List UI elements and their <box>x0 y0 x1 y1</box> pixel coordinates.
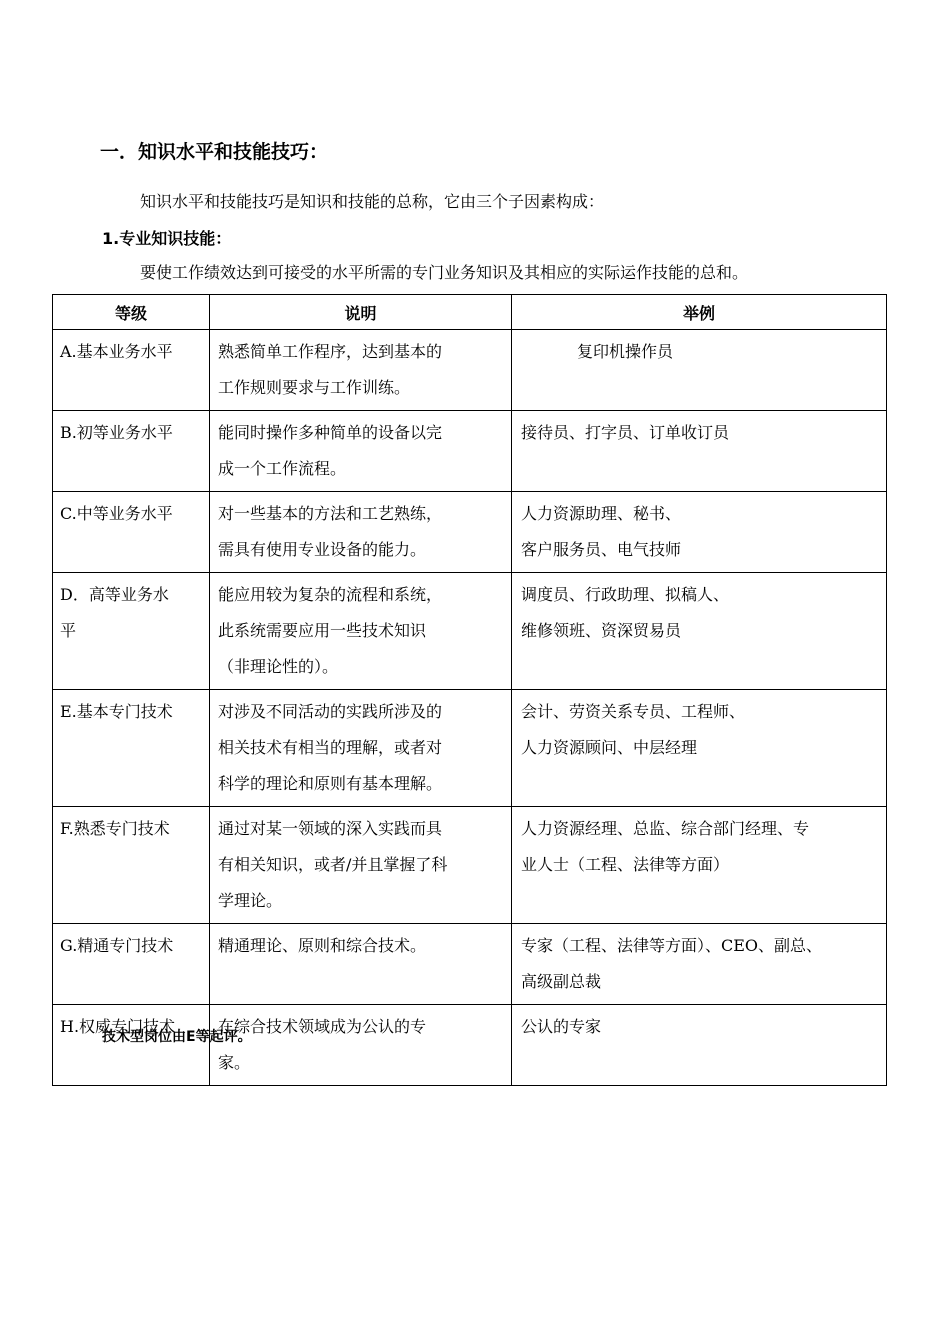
examples-line: 专家（工程、法律等方面）、CEO、副总、 <box>521 936 823 955</box>
grade-cell <box>53 690 209 734</box>
grade-cell <box>53 807 209 851</box>
description-cell <box>210 924 511 968</box>
description-line: （非理论性的）。 <box>218 657 339 676</box>
grade-line: B.初等业务水平 <box>60 423 173 442</box>
examples-line: 接待员、打字员、订单收订员 <box>521 423 730 442</box>
grade-cell <box>53 330 209 374</box>
table-row <box>53 330 887 411</box>
description-line: 工作规则要求与工作训练。 <box>218 378 411 397</box>
description-cell <box>210 330 511 410</box>
table-row <box>53 924 887 1005</box>
description-line: 学理论。 <box>218 891 283 910</box>
description-line: 此系统需要应用一些技术知识 <box>218 621 427 640</box>
description-cell <box>210 807 511 923</box>
description-line: 能同时操作多种简单的设备以完 <box>218 423 443 442</box>
description-line: 能应用较为复杂的流程和系统， <box>218 585 443 604</box>
examples-line: 高级副总裁 <box>521 972 602 991</box>
description-cell <box>210 573 511 689</box>
examples-cell <box>512 924 886 1004</box>
table-row <box>53 573 887 690</box>
footnote: 技术型岗位由E等起评。 <box>102 1029 252 1045</box>
description-cell <box>210 492 511 572</box>
examples-line: 维修领班、资深贸易员 <box>521 621 682 640</box>
grade-line: F.熟悉专门技术 <box>60 819 170 838</box>
description-cell <box>210 1005 511 1085</box>
examples-line: 公认的专家 <box>521 1017 602 1036</box>
examples-cell <box>512 411 886 455</box>
grade-line: 平 <box>60 621 77 640</box>
table-row <box>53 690 887 807</box>
grade-cell <box>53 573 209 653</box>
section-heading: 一．知识水平和技能技巧： <box>100 141 329 163</box>
description-line: 在综合技术领域成为公认的专 <box>218 1017 427 1036</box>
examples-line: 客户服务员、电气技师 <box>521 540 682 559</box>
examples-line: 会计、劳资关系专员、工程师、 <box>521 702 746 721</box>
examples-cell <box>512 573 886 653</box>
description-line: 科学的理论和原则有基本理解。 <box>218 774 443 793</box>
description-line: 对涉及不同活动的实践所涉及的 <box>218 702 443 721</box>
grade-cell <box>53 492 209 536</box>
examples-cell <box>512 1005 886 1049</box>
examples-line: 人力资源经理、总监、综合部门经理、专 <box>521 819 810 838</box>
header-grade: 等级 <box>53 295 210 330</box>
examples-cell <box>512 330 886 374</box>
description-line: 通过对某一领域的深入实践而具 <box>218 819 443 838</box>
examples-cell <box>512 807 886 887</box>
examples-line: 人力资源助理、秘书、 <box>521 504 682 523</box>
subsection-intro: 要使工作绩效达到可接受的水平所需的专门业务知识及其相应的实际运作技能的总和。 <box>140 263 749 282</box>
grade-line: G.精通专门技术 <box>60 936 174 955</box>
section-intro: 知识水平和技能技巧是知识和技能的总称，它由三个子因素构成： <box>140 192 605 211</box>
description-line: 熟悉简单工作程序，达到基本的 <box>218 342 443 361</box>
examples-cell <box>512 690 886 770</box>
header-description: 说明 <box>210 295 512 330</box>
grade-line: D．高等业务水 <box>60 585 169 604</box>
description-line: 家。 <box>218 1053 251 1072</box>
grade-line: A.基本业务水平 <box>60 342 173 361</box>
description-line: 成一个工作流程。 <box>218 459 347 478</box>
description-cell <box>210 690 511 806</box>
description-cell <box>210 411 511 491</box>
description-line: 对一些基本的方法和工艺熟练， <box>218 504 443 523</box>
skill-level-table <box>52 294 887 1086</box>
grade-cell <box>53 924 209 968</box>
examples-line: 业人士（工程、法律等方面） <box>521 855 730 874</box>
subsection-heading: 1.专业知识技能： <box>102 229 232 248</box>
table-row <box>53 807 887 924</box>
header-examples: 举例 <box>512 295 887 330</box>
description-line: 相关技术有相当的理解，或者对 <box>218 738 443 757</box>
description-line: 需具有使用专业设备的能力。 <box>218 540 427 559</box>
grade-cell <box>53 411 209 455</box>
grade-line: H.权威专门技术 <box>60 1017 176 1036</box>
description-line: 精通理论、原则和综合技术。 <box>218 936 427 955</box>
examples-line: 调度员、行政助理、拟稿人、 <box>521 585 730 604</box>
examples-line: 人力资源顾问、中层经理 <box>521 738 698 757</box>
examples-cell <box>512 492 886 572</box>
grade-line: C.中等业务水平 <box>60 504 173 523</box>
grade-line: E.基本专门技术 <box>60 702 173 721</box>
table-header-row <box>53 295 887 330</box>
table-row <box>53 492 887 573</box>
table-row <box>53 411 887 492</box>
examples-line: 复印机操作员 <box>577 342 674 361</box>
description-line: 有相关知识，或者/并且掌握了科 <box>218 855 448 874</box>
